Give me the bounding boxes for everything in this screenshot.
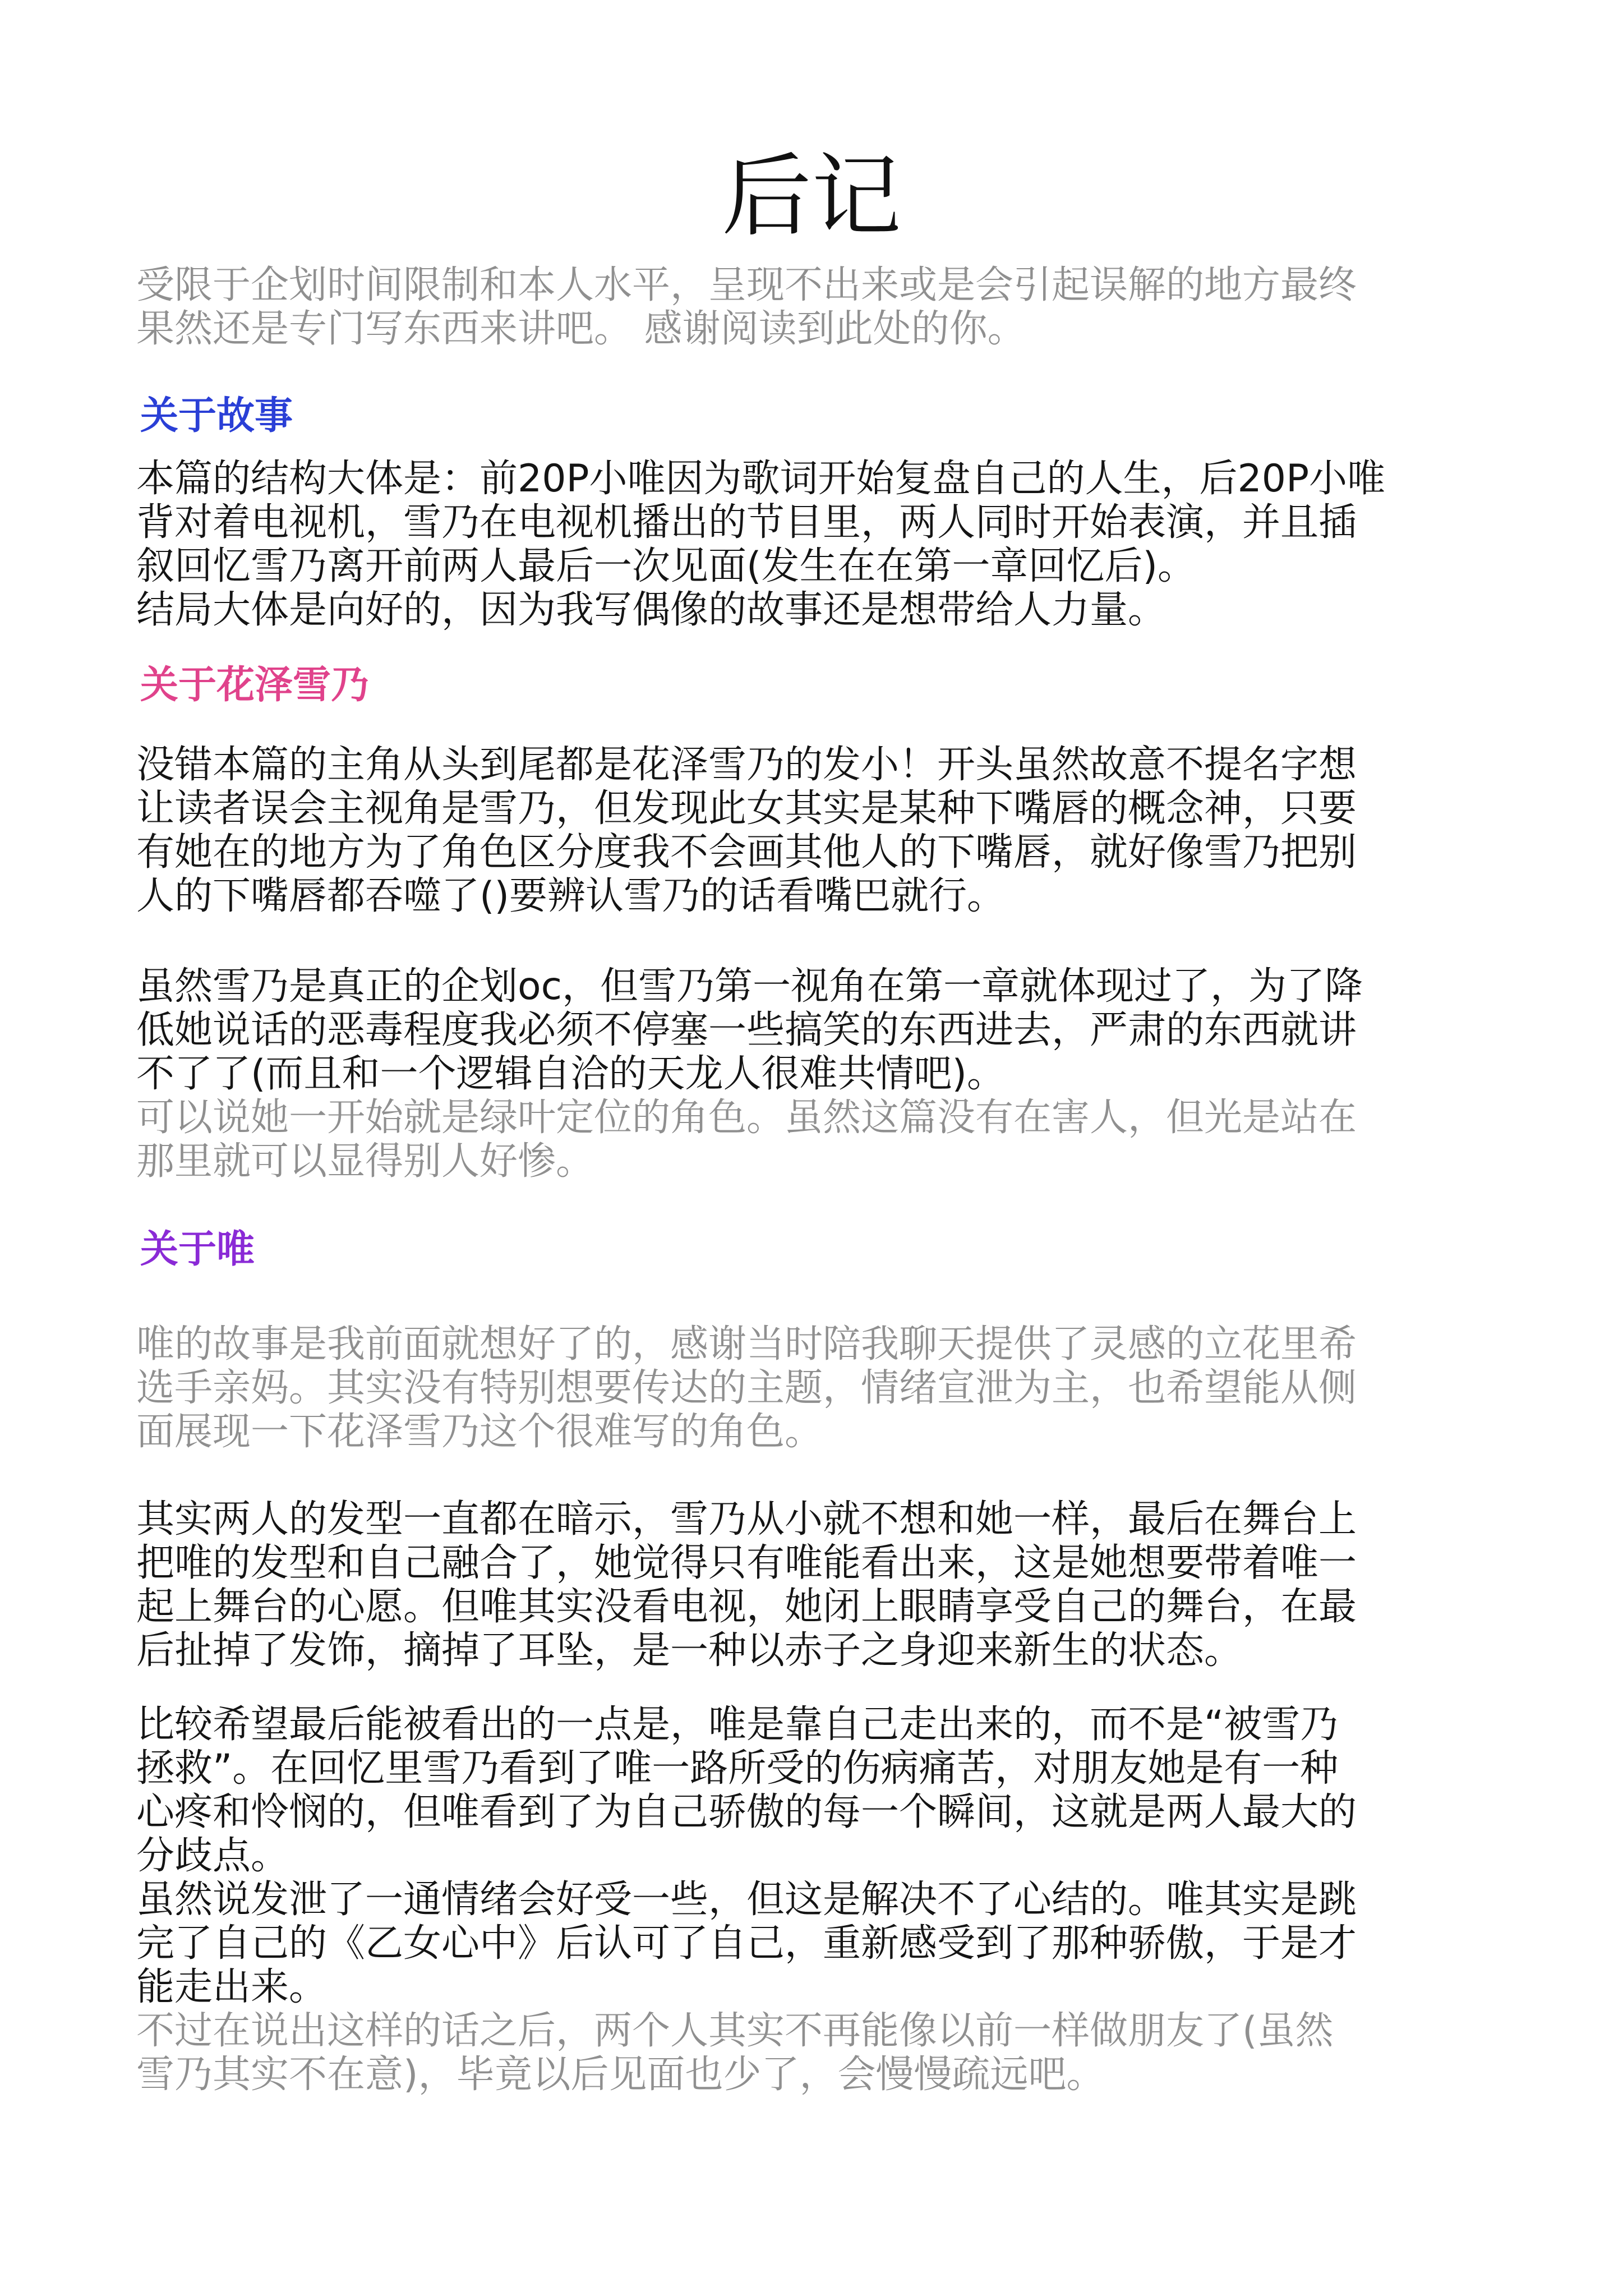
- yui-paragraph-1: [136, 1323, 1493, 1454]
- yukino-line: 有她在的地方为了角色区分度我不会画其他人的下嘴唇，就好像雪乃把别: [136, 830, 1357, 875]
- section-heading-story: 关于故事: [140, 394, 293, 438]
- story-line: 结局大体是向好的，因为我写偶像的故事还是想带给人力量。: [136, 588, 1166, 632]
- yui-line: 选手亲妈。其实没有特别想要传达的主题，情绪宣泄为主，也希望能从侧: [136, 1366, 1357, 1410]
- yukino-paragraph-1: [136, 743, 1493, 918]
- yukino-line: 虽然雪乃是真正的企划oc，但雪乃第一视角在第一章就体现过了，为了降: [136, 964, 1363, 1009]
- yui-line: 分歧点。: [136, 1834, 289, 1878]
- yui-line: 唯的故事是我前面就想好了的，感谢当时陪我聊天提供了灵感的立花里希: [136, 1322, 1357, 1366]
- yukino-line: 人的下嘴唇都吞噬了()要辨认雪乃的话看嘴巴就行。: [136, 874, 1006, 918]
- intro-line: 果然还是专门写东西来讲吧。 感谢阅读到此处的你。: [136, 307, 1026, 351]
- story-line: 背对着电视机，雪乃在电视机播出的节目里，两人同时开始表演，并且插: [136, 500, 1357, 545]
- yui-paragraph-4: [136, 2009, 1493, 2097]
- story-paragraph: [136, 457, 1493, 632]
- section-heading-yui: 关于唯: [140, 1227, 255, 1272]
- page-title: 后记: [721, 144, 901, 249]
- yui-line: 面展现一下花泽雪乃这个很难写的角色。: [136, 1410, 823, 1454]
- yukino-line: 让读者误会主视角是雪乃，但发现此女其实是某种下嘴唇的概念神，只要: [136, 786, 1357, 831]
- yui-line: 完了自己的《乙女心中》后认可了自己，重新感受到了那种骄傲，于是才: [136, 1921, 1357, 1966]
- yui-line: 把唯的发型和自己融合了，她觉得只有唯能看出来，这是她想要带着唯一: [136, 1541, 1357, 1585]
- yui-line: 不过在说出这样的话之后，两个人其实不再能像以前一样做朋友了(虽然: [136, 2009, 1334, 2053]
- intro-paragraph: [136, 264, 1493, 351]
- yui-line: 后扯掉了发饰，摘掉了耳坠，是一种以赤子之身迎来新生的状态。: [136, 1628, 1243, 1673]
- yui-line: 能走出来。: [136, 1965, 328, 2009]
- intro-line: 受限于企划时间限制和本人水平，呈现不出来或是会引起误解的地方最终: [136, 263, 1357, 307]
- yui-line: 其实两人的发型一直都在暗示，雪乃从小就不想和她一样，最后在舞台上: [136, 1497, 1357, 1542]
- yui-line: 心疼和怜悯的，但唯看到了为自己骄傲的每一个瞬间，这就是两人最大的: [136, 1790, 1357, 1834]
- yui-line: 比较希望最后能被看出的一点是，唯是靠自己走出来的，而不是“被雪乃: [136, 1703, 1339, 1747]
- yui-line: 拯救”。在回忆里雪乃看到了唯一路所受的伤病痛苦，对朋友她是有一种: [136, 1746, 1339, 1791]
- yukino-line: 低她说话的恶毒程度我必须不停塞一些搞笑的东西进去，严肃的东西就讲: [136, 1008, 1357, 1052]
- yui-paragraph-2: [136, 1498, 1493, 1673]
- yukino-line: 那里就可以显得别人好惨。: [136, 1139, 594, 1184]
- section-heading-yukino: 关于花泽雪乃: [140, 663, 370, 707]
- yui-line: 虽然说发泄了一通情绪会好受一些，但这是解决不了心结的。唯其实是跳: [136, 1878, 1357, 1922]
- story-line: 本篇的结构大体是：前20P小唯因为歌词开始复盘自己的人生，后20P小唯: [136, 457, 1386, 501]
- yukino-paragraph-3: [136, 1096, 1493, 1184]
- yukino-line: 没错本篇的主角从头到尾都是花泽雪乃的发小！开头虽然故意不提名字想: [136, 743, 1357, 787]
- story-line: 叙回忆雪乃离开前两人最后一次见面(发生在在第一章回忆后)。: [136, 544, 1196, 588]
- yui-paragraph-3: [136, 1703, 1493, 2009]
- yukino-line: 可以说她一开始就是绿叶定位的角色。虽然这篇没有在害人，但光是站在: [136, 1096, 1357, 1140]
- yui-line: 起上舞台的心愿。但唯其实没看电视，她闭上眼睛享受自己的舞台，在最: [136, 1585, 1357, 1629]
- yui-line: 雪乃其实不在意)，毕竟以后见面也少了，会慢慢疏远吧。: [136, 2053, 1105, 2097]
- yukino-line: 不了了(而且和一个逻辑自洽的天龙人很难共情吧)。: [136, 1052, 1006, 1096]
- yukino-paragraph-2: [136, 965, 1493, 1096]
